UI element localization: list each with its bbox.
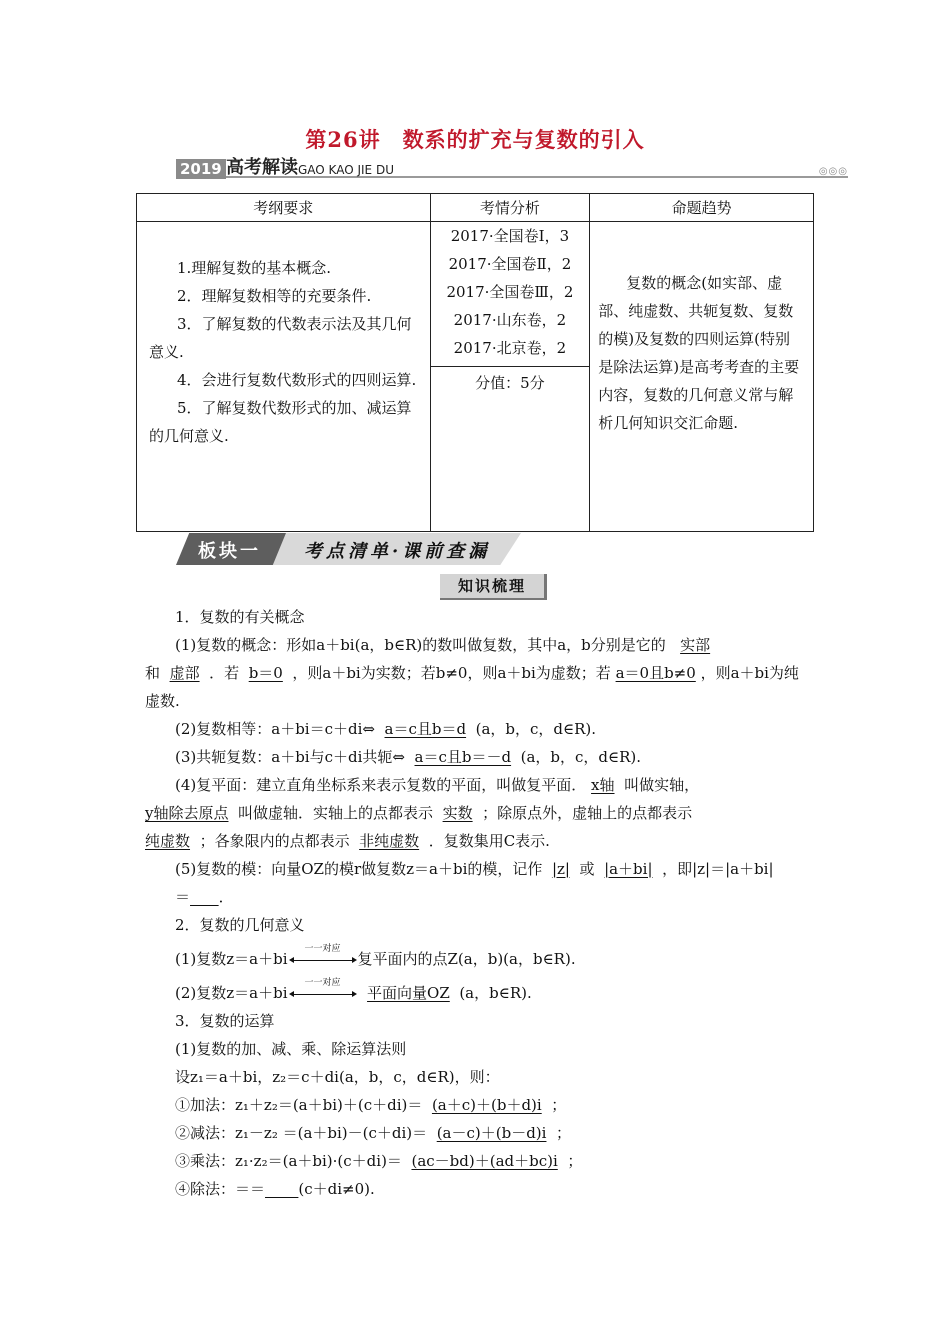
text: ，则a＋bi为纯虚数.: [145, 664, 799, 710]
heading-2: 2．复数的几何意义: [175, 916, 305, 934]
paragraph-plane-cont: [145, 799, 810, 827]
paragraph-concept-cont: [145, 659, 810, 715]
empty-blank: [265, 1180, 298, 1198]
paragraph-modulus: [145, 855, 810, 911]
text: ；: [551, 1096, 567, 1114]
requirements-cell: [137, 222, 431, 532]
requirement-item: 2．理解复数相等的充要条件.: [177, 287, 372, 305]
table-header-row: [137, 194, 814, 222]
text: (a，b，c，d∈R).: [520, 748, 642, 766]
fill-blank: b＝0: [248, 664, 283, 682]
header-trend: 命题趋势: [590, 194, 814, 222]
text: 复平面内的点Z(a，b)(a，b∈R).: [357, 950, 576, 968]
text: (a，b，c，d∈R).: [475, 720, 597, 738]
op-multiplication: [145, 1147, 810, 1175]
score-value: 分值：5分: [431, 366, 590, 397]
text: ③乘法：z₁·z₂＝(a＋bi)·(c＋di)＝: [175, 1152, 402, 1170]
banner-subtitle: GAO KAO JIE DU: [298, 163, 394, 177]
fill-blank: (a－c)＋(b－d)i: [436, 1124, 547, 1142]
table-row: [137, 222, 814, 532]
arrow-label: 一一对应: [304, 978, 341, 988]
text: ④除法：＝＝: [175, 1180, 266, 1198]
text: ，即|z|＝|a＋bi|＝: [175, 860, 774, 906]
text: (2)复数相等：a＋bi＝c＋di⇔: [175, 720, 375, 738]
fill-blank: a＝c且b＝d: [384, 720, 467, 738]
fill-blank: y轴除去原点: [145, 804, 229, 822]
op-division: [145, 1175, 810, 1203]
text: ；: [567, 1152, 583, 1170]
paragraph-conjugate: [145, 743, 810, 771]
trend-cell: [590, 222, 814, 532]
analysis-item: 2017·全国卷Ⅲ，2: [446, 283, 574, 301]
paragraph-ops-title: (1)复数的加、减、乘、除运算法则: [175, 1040, 407, 1058]
fill-blank: a＝0且b≠0: [615, 664, 696, 682]
requirement-item: 5．了解复数代数形式的加、减运算的几何意义.: [149, 399, 412, 445]
arrow-label: 一一对应: [304, 944, 341, 954]
analysis-item: 2017·北京卷，2: [453, 339, 567, 357]
trend-text: 复数的概念(如实部、虚部、纯虚数、共轭复数、复数的模)及复数的四则运算(特别是除法运算)是高考考查的主要内容，复数的几何意义常与解析几何知识交汇命题.: [598, 274, 800, 432]
page-title: 第26讲 数系的扩充与复数的引入: [305, 127, 645, 152]
section-heading: 知识梳理: [440, 574, 547, 600]
text: (4)复平面：建立直角坐标系来表示复数的平面，叫做复平面．: [175, 776, 587, 794]
block-heading: [176, 533, 521, 565]
op-addition: [145, 1091, 810, 1119]
fill-blank: 非纯虚数: [359, 832, 420, 850]
heading-3: 3．复数的运算: [175, 1012, 275, 1030]
text: ；各象限内的点都表示: [199, 832, 350, 850]
empty-blank: [190, 888, 219, 906]
banner-title: 高考解读: [226, 157, 298, 178]
analysis-item: 2017·全国卷Ⅰ，3: [450, 227, 570, 245]
fill-blank: 纯虚数: [145, 832, 191, 850]
text: (1)复数的概念：形如a＋bi(a，b∈R)的数叫做复数，其中a，b分别是它的: [175, 636, 666, 654]
fill-blank: (a＋c)＋(b＋d)i: [431, 1096, 542, 1114]
text: ②减法：z₁－z₂ ＝(a＋bi)－(c＋di)＝: [175, 1124, 428, 1142]
exam-overview-table: [136, 193, 814, 532]
fill-blank: (ac－bd)＋(ad＋bc)i: [411, 1152, 558, 1170]
text: ；: [556, 1124, 572, 1142]
text: ．: [218, 888, 234, 906]
content-body: [145, 603, 810, 1203]
banner-year: 2019: [176, 159, 226, 179]
block-title: 考点清单·课前查漏: [304, 541, 491, 562]
paragraph-concept: [145, 631, 810, 659]
block-label: 板块一: [198, 541, 261, 562]
text: ，则a＋bi为实数；若b≠0，则a＋bi为虚数；若: [292, 664, 611, 682]
banner-dots-icon: ◎◎◎: [818, 166, 848, 177]
fill-blank: |a＋bi|: [604, 860, 653, 878]
double-arrow-icon: [289, 944, 357, 966]
paragraph-geo-1: [145, 945, 810, 973]
fill-blank: 实数: [442, 804, 473, 822]
text: ．复数集用C表示.: [428, 832, 550, 850]
double-arrow-icon: [289, 978, 357, 1000]
text: 叫做实轴，: [624, 776, 700, 794]
fill-blank: a＝c且b＝－d: [414, 748, 512, 766]
text: ；除原点外，虚轴上的点都表示: [482, 804, 693, 822]
text: (2)复数z＝a＋bi: [175, 984, 288, 1002]
fill-blank: x轴: [591, 776, 615, 794]
op-subtraction: [145, 1119, 810, 1147]
analysis-item: 2017·山东卷，2: [453, 311, 567, 329]
text: (1)复数z＝a＋bi: [175, 950, 288, 968]
text: (c＋di≠0).: [298, 1180, 375, 1198]
paragraph-ops-setup: 设z₁＝a＋bi，z₂＝c＋di(a，b，c，d∈R)，则：: [175, 1068, 500, 1086]
section-banner: [176, 158, 848, 184]
fill-blank: 平面向量OZ: [367, 984, 450, 1002]
text: ．若: [209, 664, 240, 682]
text: (a，b∈R).: [459, 984, 532, 1002]
text: (3)共轭复数：a＋bi与c＋di共轭⇔: [175, 748, 405, 766]
text: 叫做虚轴．实轴上的点都表示: [238, 804, 434, 822]
paragraph-equality: [145, 715, 810, 743]
paragraph-geo-2: [145, 979, 810, 1007]
analysis-cell: [430, 222, 590, 532]
requirement-item: 1.理解复数的基本概念.: [177, 259, 332, 277]
requirement-item: 3．了解复数的代数表示法及其几何意义.: [149, 315, 412, 361]
paragraph-plane-cont2: [145, 827, 810, 855]
fill-blank: |z|: [551, 860, 570, 878]
header-analysis: 考情分析: [430, 194, 590, 222]
fill-blank: 实部: [680, 636, 711, 654]
text: 和: [145, 664, 161, 682]
fill-blank: 虚部: [169, 664, 200, 682]
analysis-item: 2017·全国卷Ⅱ，2: [448, 255, 572, 273]
requirement-item: 4．会进行复数代数形式的四则运算.: [177, 371, 417, 389]
text: 或: [579, 860, 595, 878]
paragraph-plane: [145, 771, 810, 799]
text: (5)复数的模：向量OZ的模r做复数z＝a＋bi的模，记作: [175, 860, 543, 878]
header-requirements: 考纲要求: [137, 194, 431, 222]
heading-1: 1．复数的有关概念: [175, 608, 305, 626]
text: ①加法：z₁＋z₂＝(a＋bi)＋(c＋di)＝: [175, 1096, 423, 1114]
